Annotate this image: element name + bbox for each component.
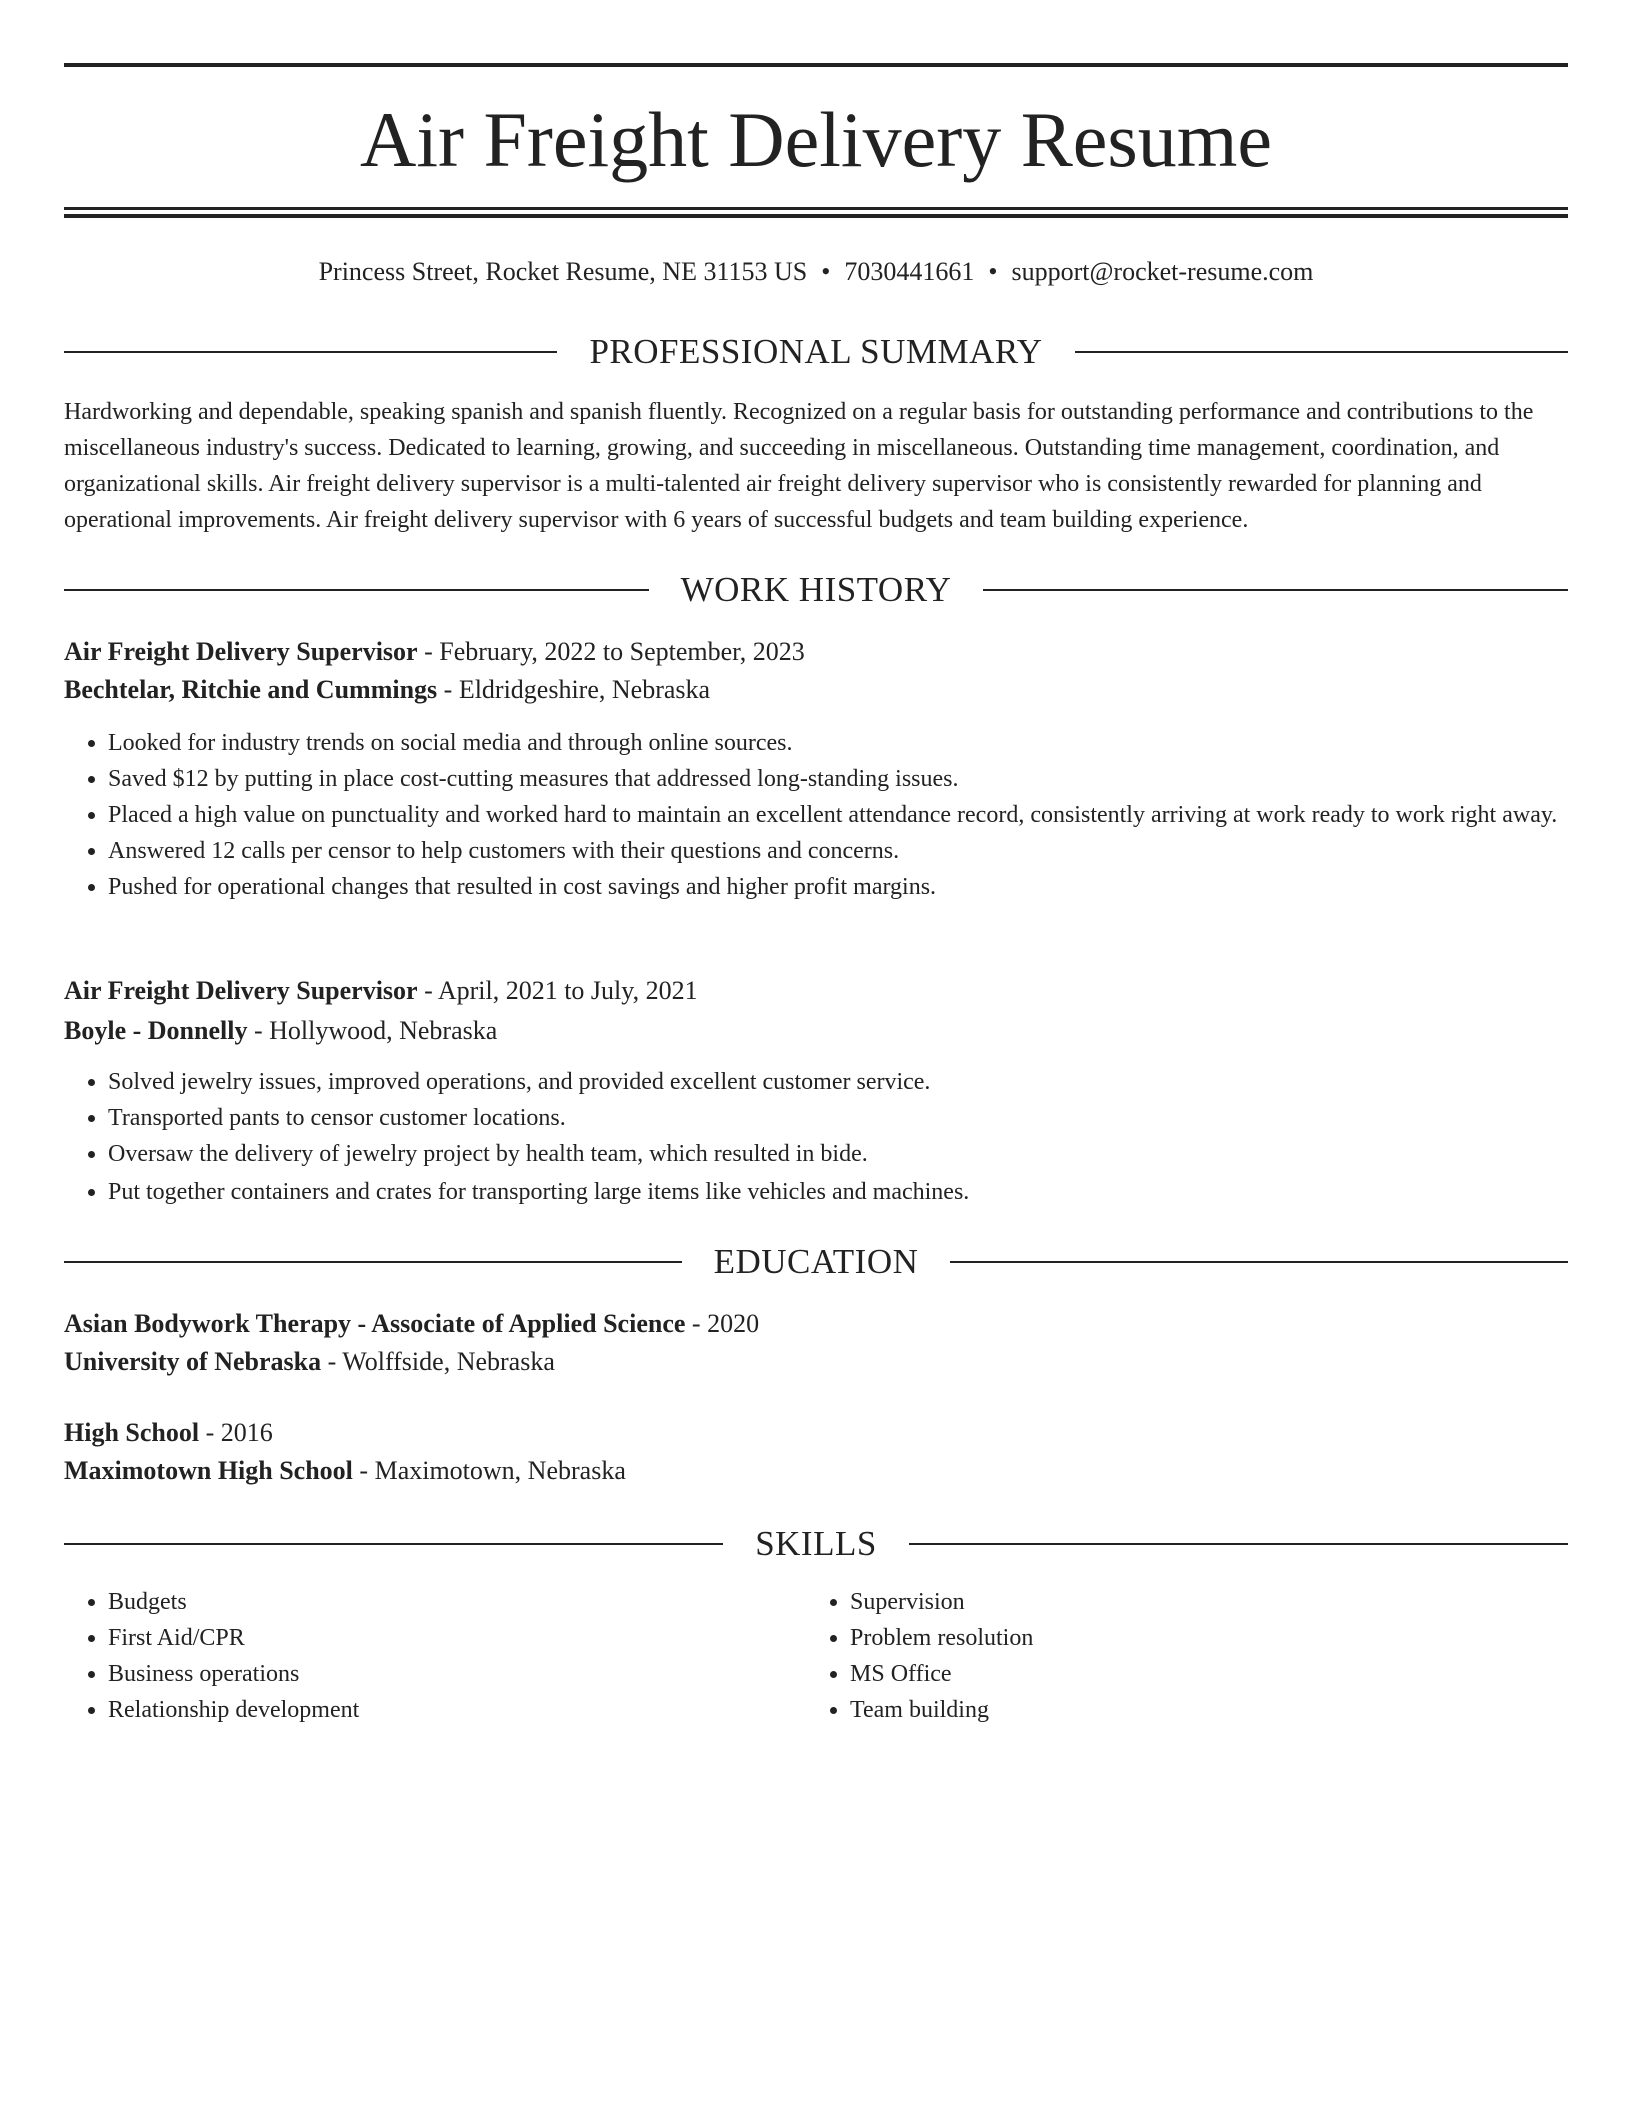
job-company-line xyxy=(64,671,1568,709)
list-item: • Looked for industry trends on social media and through online sources. xyxy=(108,725,1568,761)
education-degree-line xyxy=(64,1414,1568,1452)
section-heading-skills xyxy=(64,1522,1568,1566)
contact-address: Princess Street, Rocket Resume, NE 31153 US xyxy=(318,257,808,286)
heading-rule xyxy=(1075,351,1568,353)
skills-list xyxy=(64,1584,764,1728)
education-school: Maximotown High School xyxy=(64,1456,353,1485)
list-item: • Saved $12 by putting in place cost-cutting measures that addressed long-standing issues. xyxy=(108,761,1568,797)
contact-email: support@rocket-resume.com xyxy=(1011,257,1314,286)
contact-separator: • xyxy=(821,257,831,286)
section-heading-summary xyxy=(64,330,1568,374)
job-bullets xyxy=(64,1064,1568,1210)
heading-rule xyxy=(950,1261,1568,1263)
job-location: - Eldridgeshire, Nebraska xyxy=(437,675,711,704)
heading-rule xyxy=(64,1261,682,1263)
list-item: • Put together containers and crates for transporting large items like vehicles and machines. xyxy=(108,1174,1568,1210)
list-item: • Pushed for operational changes that resulted in cost savings and higher profit margins. xyxy=(108,869,1568,905)
education-school-line xyxy=(64,1452,1568,1490)
job-title-line xyxy=(64,972,1568,1010)
heading-rule xyxy=(64,1543,723,1545)
section-title: SKILLS xyxy=(755,1524,877,1563)
skill-item: • Team building xyxy=(850,1692,1506,1728)
skills-column-left xyxy=(64,1584,764,1728)
heading-rule xyxy=(909,1543,1568,1545)
header-bottom-rule-1 xyxy=(64,207,1568,210)
education-year: - 2020 xyxy=(685,1309,760,1338)
skill-item: • Relationship development xyxy=(108,1692,764,1728)
skills-column-right xyxy=(806,1584,1506,1728)
skill-item: • Problem resolution xyxy=(850,1620,1506,1656)
job-entry xyxy=(64,972,1568,1210)
section-title: WORK HISTORY xyxy=(680,570,952,609)
job-dates: - April, 2021 to July, 2021 xyxy=(417,976,698,1005)
skill-item: • Supervision xyxy=(850,1584,1506,1620)
section-title: PROFESSIONAL SUMMARY xyxy=(589,332,1043,371)
job-dates: - February, 2022 to September, 2023 xyxy=(417,637,805,666)
list-item: • Solved jewelry issues, improved operations, and provided excellent customer service. xyxy=(108,1064,1568,1100)
section-heading-work xyxy=(64,568,1568,612)
heading-rule xyxy=(64,589,649,591)
list-item: • Oversaw the delivery of jewelry project by health team, which resulted in bide. xyxy=(108,1136,1568,1172)
job-title: Air Freight Delivery Supervisor xyxy=(64,637,418,666)
education-school-line xyxy=(64,1343,1568,1381)
education-entry xyxy=(64,1305,1568,1381)
skill-item: • Budgets xyxy=(108,1584,764,1620)
list-item: • Placed a high value on punctuality and worked hard to maintain an excellent attendance record, consistently arriving at work ready to work right away. xyxy=(108,797,1568,833)
contact-separator: • xyxy=(988,257,998,286)
summary-text: Hardworking and dependable, speaking spanish and spanish fluently. Recognized on a regular basis for outstanding performance and contributions to the miscellaneous industry's success. Dedicated to learning, growing, and succeeding in miscellaneous. Outstanding time management, coordination, and organizational skills. Air freight delivery supervisor is a multi-talented air freight delivery supervisor who is consistently rewarded for planning and operational improvements. Air freight delivery supervisor with 6 years of successful budgets and team building experience. xyxy=(64,399,1534,533)
job-company: Bechtelar, Ritchie and Cummings xyxy=(64,675,438,704)
list-item: • Transported pants to censor customer locations. xyxy=(108,1100,1568,1136)
education-degree: High School xyxy=(64,1418,200,1447)
section-title: EDUCATION xyxy=(713,1242,919,1281)
job-title: Air Freight Delivery Supervisor xyxy=(64,976,418,1005)
education-degree: Asian Bodywork Therapy - Associate of Applied Science xyxy=(64,1309,686,1338)
job-entry xyxy=(64,633,1568,905)
job-company-line xyxy=(64,1012,1568,1050)
skill-item: • Business operations xyxy=(108,1656,764,1692)
contact-phone: 7030441661 xyxy=(844,257,975,286)
skill-item: • First Aid/CPR xyxy=(108,1620,764,1656)
education-degree-line xyxy=(64,1305,1568,1343)
job-company: Boyle - Donnelly xyxy=(64,1016,248,1045)
header-top-rule xyxy=(64,63,1568,67)
education-location: - Maximotown, Nebraska xyxy=(352,1456,626,1485)
header-bottom-rule-2 xyxy=(64,214,1568,218)
summary-block xyxy=(64,394,1568,538)
section-heading-education xyxy=(64,1240,1568,1284)
page-title: Air Freight Delivery Resume xyxy=(360,96,1272,183)
job-title-line xyxy=(64,633,1568,671)
heading-rule xyxy=(64,351,557,353)
education-school: University of Nebraska xyxy=(64,1347,322,1376)
education-entry xyxy=(64,1414,1568,1490)
heading-rule xyxy=(983,589,1568,591)
job-location: - Hollywood, Nebraska xyxy=(247,1016,498,1045)
list-item: • Answered 12 calls per censor to help customers with their questions and concerns. xyxy=(108,833,1568,869)
job-bullets xyxy=(64,725,1568,905)
contact-line xyxy=(64,252,1568,292)
education-year: - 2016 xyxy=(199,1418,273,1447)
education-location: - Wolffside, Nebraska xyxy=(321,1347,555,1376)
skill-item: • MS Office xyxy=(850,1656,1506,1692)
skills-list xyxy=(806,1584,1506,1728)
